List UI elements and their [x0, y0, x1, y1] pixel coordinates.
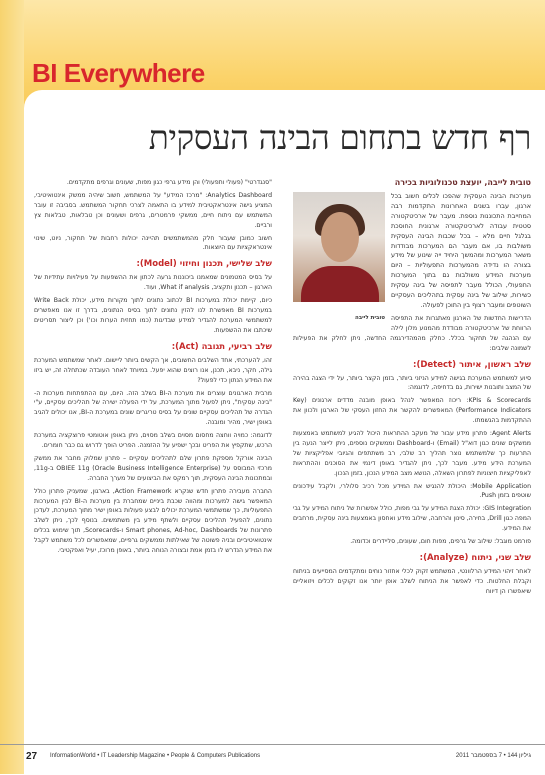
body-paragraph: הבינה אורקל מספקת פתרון שלם לתהליכים עסקיים – פתרון שמלוק מחבר את ממשק מרכזי המבוסס על OBIEE 11g (Oracle Business Intelligence Enterprise) ב-11g, ובמתכונות הבינה העסקית, תוך רמקס את הביצועים של מערך החברה. [34, 454, 272, 482]
body-paragraph: זהו, להערכתי, אחד השלבים החשובים, אך הקשים ביותר ליישום. לאחר שמשתמש המערכת גילה, חקר, ניבא, תכנן, אנו רוצים שהוא יפעל. במיוחד לאחר העובדה שכתחלה זה, יש ביזו את המידע הנתון כדי לפעול? [34, 356, 272, 384]
page-footer [0, 744, 545, 775]
right-column [293, 192, 531, 600]
photo-caption: טובית לייבה [355, 314, 385, 321]
body-paragraph: חשוב כמובן שעבור חלק מהמשתמשים תהיינה יכולות רחבות של תחקור, ניוט, שינוי אינטראקציות עם היוצאות. [34, 234, 272, 252]
body-paragraph: סיוע למשתמש המערכת בגישה למידע הניזני ביותר, בזמן הקצר ביותר, על ידי הצגה בהירה של המצב ותובנות ישירות, גם בדחיפה, לדוגמה: [293, 374, 531, 392]
body-paragraph: על בסיס המטמונים שמאמנו ביכוננות גרעה לכתון את ההשפעות על פעילויות עתידיות של הארגון – תכנון ותקציב, What if analysis, ועוד. [34, 274, 272, 292]
list-item: Agent Alerts: פתרון מידע עבור של מעקב ההתראות היכול להגיע למשתמש באמצעות ממשקים שונים כגון דוא"ל (Email) ו-Dashboard וממשקים נוספים, ניתן לייצר הנעה בין התרעות כך שלמשתמש נוצר תהליך רב שלבי, רב משתתפים והגיובי אפליקציות של המערכת הידע מידע. מעבר לכך, ניתן להגדיר באופן דינמי את הסוכנים וההתראות לאפליקציות חיצוניות לפתרון השאלה, הנושא מצב המידע הנכון, בזמן הנכון. [293, 430, 531, 477]
section-title-analyze: שלב שני, ניתוח (Analyze): [419, 553, 531, 563]
section-title-detect: שלב ראשון, איתור (Detect): [413, 359, 531, 370]
list-item: Mobile Application: היכולת להנגיש את המידע מכל רכיב סלולרי, ולקבל עידכונים שוטפים בזמן Push. [293, 482, 531, 500]
body-paragraph: כיום, קיימת יכולת במערכות BI לכתוב נתונים לתוך מקורות מידע, יכולת Write Back במערכות BI מאפשרת לנו להזין נתונים לתוך בסיס הנתונים, בדרך זו אנו מאפשרים למשתמשי המערכת להגדיר למידע שבדיגות (כמו תחזית הערות וכו') וכן ליצור תסריטים שיכתבו את ההשפעות. [34, 297, 272, 334]
topic-label: BI Everywhere [32, 58, 205, 88]
left-column [34, 178, 272, 733]
body-paragraph: "סנגדרטי" (פעולי ותפעולי) והן מידע גרפי כגון מפות, שעונים וגרפים מתקדמים. [66, 179, 272, 186]
body-paragraph: Analytics Dashboard: "מרכז המידע" על המשתמש, חשוב שיהיה ממשק אינטואיטיבי, המציע גישה אינטראקטיבית למידע בו התאמה לצרכי תחקור המשתמש. בסביבה זו עובר המשתמש עם ניתוח חיים, ממשקי פרמטרים, גרפים ושעונים וכן טבלאות, טבלאות צץ ורביים. [34, 191, 272, 229]
lead-paragraph: מערכות הבינה העסקית שהפכו לכלים חשוב בכל ארגון, עברו בשנים האחרונות התקדמות רבה המחייבת התכוננות נוספת. מעבר של ארכיטקטורה סטטית עבודה לארכיטקטורה ארגונית החוסכת בגלגל חיים מלא – בכל שכבות הבינה העסקית משולבות בו, אם מעבר הם המערכות מבודדות משאר המערכות ומהמשך היחיד ייה שינוע של מידע בצורה הו נדידה מהמערכות התפעוליות – היום מערכות המידע משולבות גם בתוך המערכות התפעולי, הכולל מעבר לתפיסה של בינה עסקית כשירות, שילוב של בינה עסקית בתהליכים העסקיים השוטפים ומעבר רצוף בין התוכן לפעולה. [391, 192, 531, 309]
list-item: GIS Integration: יכולת הצגת המידע על גבי מפות, כולל אפשרות של ניתוח המידע על גבי המפה כגון Drill, בחירה, סינון והרחבה, שילוב מידע ואחסון באמצעות בינה עסקית, מרחבים את המידע. [293, 505, 532, 533]
footer-date: גיליון 144 • 7 בספטמבר 2011 [455, 753, 531, 759]
body-paragraph: לאחר זיהוי המידע הרלוונטי, המשתמש זקוק לכלי אחזור נוחים ומתקדמים המסייעים בניתוח וקבלת החלטות. כדי לאפשר את הניתוח לשלב אופן יותר אנו זקוקים לכלים ויזואליים שיאפשרו הן דיווח [293, 568, 531, 595]
left-band [0, 0, 24, 774]
headline: רף חדש בתחום הבינה העסקית [148, 118, 531, 157]
byline: טובית לייבה, יועצת טכנולוגיות בכירה [394, 178, 531, 187]
author-photo [293, 192, 385, 302]
body-paragraph: לדוגמה: כמויה ווחצה מחסום מסוים בשלב מסוים, ניתן באופן אוטומטי פרוצקציה במערכת הרכש, שתקפיץ את הפריט ובכך ישפיע על ההזמנה. הפריט הופך לדרוש גם כבר חומרים. [34, 432, 272, 450]
body-paragraph: הדרישות החדשות של הארגון מאתגרות את התפיסה הרווחת של ארכיטקטורה מבודדת מהמנוע מלון לילה עם הנהגה של תחקור בכלל. כחלק מהמהדירגמה החדשה, ניתן לחלק את הפעילות לשמונה שלבים: [293, 314, 531, 352]
page-number: 27 [26, 751, 38, 762]
body-paragraph: מרבית הארגונים עוצרים את מערכת ה-BI בשלב הזה. היום, עם ההתפתחות מערכות ה-"בינה עסקית", ניתן לפעול מתוך המערכת, על ידי הפעלה ישירה של תהליכים עסקיים, ע"י הגדרה של תהליכים עסקיים שונים על בסיס טריגרים שונים במערכת ה-BI, אנו יכולים להגיב באופן ישיר, מהיר ומובנה. [34, 389, 272, 427]
body-paragraph: החברה מעבירה פתרון חדש שנקרא Action Framework, בארגון, שמעניק פתרון כולל המאפשר גישה למערכות ומהווה שכבת ביניים שמחברת בין מערכות ה-BI לבין המערכות התפעוליות, כך שמשתמשי המערכת יכולים לבצע פעולות באופן ישיר מתוך המערכת, לעדכן נתונים, להפעיל תהליכים עסקיים ולשתף מידע בין משתמשים. בנוסף לכך, ניתן לשלב פתרונות של Smart phones, Ad-hoc, Dashboards ו-Scorecards, תוך שימוש בכלים אינטואיטיביים ובניה פשוטה של שאילתות וממשקים גרפיים, שמאפשרים לכל משתמש לקבל את המידע הנדרש לו בזמן אמת ובצורה הנוחה ביותר, באופן מרוכז, יעיל ואפקטיבי. [34, 487, 272, 555]
list-item: KPIs & Scorecards: ריכוז המאפשר לנהל באופן מובנה מדדים ארגונים (Key Performance Indicators) המאפשרים להקשר את החזון העסקי של הארגון ולכוון את ההתקדמות בהגשמתו. [293, 397, 531, 425]
footer-publications: InformationWorld • IT Leadership Magazine • People & Computers Publications [50, 753, 261, 759]
list-item: פורמט מוגבל: שילוב של גרפים, מפות חום, שעונים, סליידרים וכדומה. [350, 538, 531, 546]
section-title-act: שלב רביעי, תגובה (Act): [171, 341, 272, 352]
section-title-model: שלב שלישי, תכנון וחיזוי (Model): [136, 259, 272, 270]
